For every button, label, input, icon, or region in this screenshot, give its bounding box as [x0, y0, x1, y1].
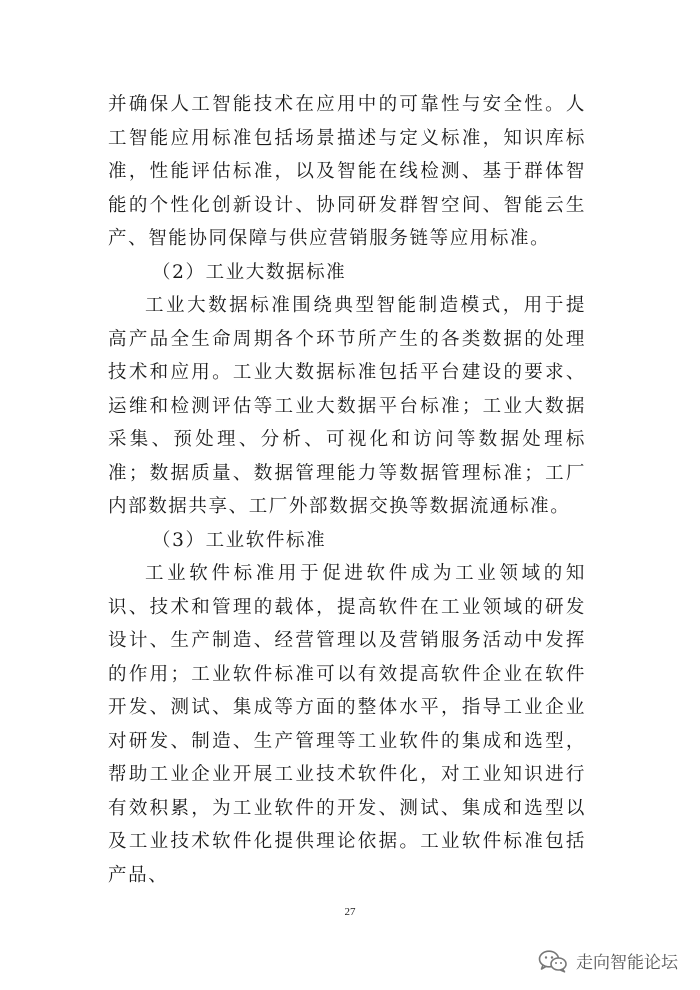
- paragraph-industrial-big-data: 工业大数据标准围绕典型智能制造模式，用于提高产品全生命周期各个环节所产生的各类数据的处理技术和应用。工业大数据标准包括平台建设的要求、运维和检测评估等工业大数据平台标准；工业大数据采集、预处理、分析、可视化和访问等数据处理标准；数据质量、数据管理能力等数据管理标准；工厂内部数据共享、工厂外部数据交换等数据流通标准。: [108, 295, 586, 517]
- body-text: [108, 88, 586, 892]
- wechat-icon: [538, 949, 568, 973]
- section-heading-industrial-big-data: （2）工业大数据标准: [152, 261, 347, 283]
- watermark-text: 走向智能论坛: [576, 953, 678, 973]
- page-number: 27: [344, 906, 356, 918]
- paragraph-industrial-software: 工业软件标准用于促进软件成为工业领域的知识、技术和管理的载体，提高软件在工业领域的研发设计、生产制造、经营管理以及营销服务活动中发挥的作用；工业软件标准可以有效提高软件企业在软件开发、测试、集成等方面的整体水平，指导工业企业对研发、制造、生产管理等工业软件的集成和选型，帮助工业企业开展工业技术软件化，对工业知识进行有效积累，为工业软件的开发、测试、集成和选型以及工业技术软件化提供理论依据。工业软件标准包括产品、: [108, 563, 586, 886]
- paragraph-continuation: 并确保人工智能技术在应用中的可靠性与安全性。人工智能应用标准包括场景描述与定义标准，知识库标准，性能评估标准，以及智能在线检测、基于群体智能的个性化创新设计、协同研发群智空间、智能云生产、智能协同保障与供应营销服务链等应用标准。: [108, 94, 586, 249]
- watermark: [538, 948, 678, 973]
- section-heading-industrial-software: （3）工业软件标准: [152, 529, 327, 551]
